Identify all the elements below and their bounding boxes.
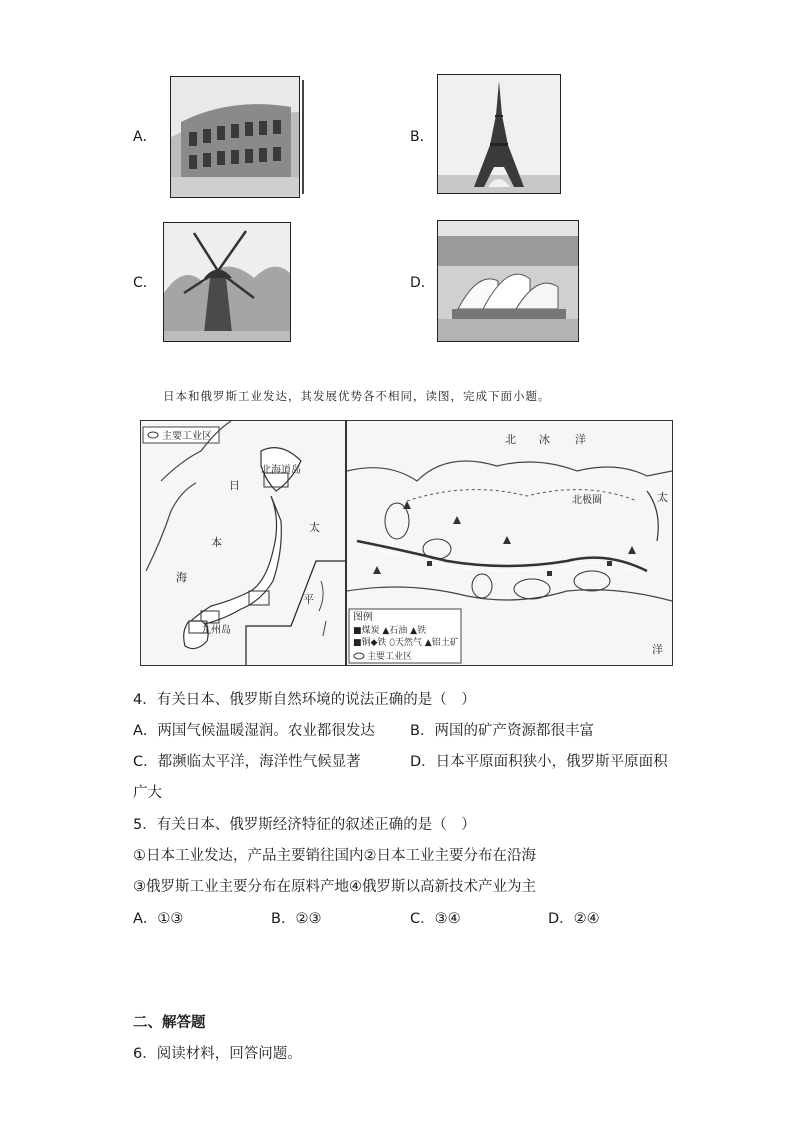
q6-stem: 6．阅读材料，回答问题。	[133, 1046, 302, 1062]
arctic-circle-label: 北极圈	[572, 495, 602, 506]
japan-legend: 主要工业区	[162, 431, 212, 442]
legend-row-3: 主要工业区	[367, 652, 413, 662]
option-b-label: B．	[410, 129, 434, 145]
legend-title: 图例	[353, 612, 373, 623]
option-a-label: A．	[133, 129, 157, 145]
option-c-label: C．	[133, 275, 157, 291]
russia-map	[346, 420, 673, 666]
q4-option-d: D．日本平原面积狭小，俄罗斯平原面积	[410, 754, 668, 770]
arctic-char-1: 北	[505, 433, 516, 446]
hokkaido-label: 北海道岛	[261, 465, 301, 476]
q4-option-b: B．两国的矿产资源都很丰富	[410, 723, 594, 739]
pacific-right-yang: 洋	[652, 643, 663, 656]
q5-option-b: B．②③	[271, 911, 322, 927]
arctic-char-2: 冰	[539, 433, 550, 446]
arctic-char-3: 洋	[575, 433, 586, 446]
kyushu-label: 九州岛	[201, 625, 231, 636]
q4-stem: 4．有关日本、俄罗斯自然环境的说法正确的是（ ）	[133, 692, 476, 708]
intro-text: 日本和俄罗斯工业发达，其发展优势各不相同，读图，完成下面小题。	[163, 389, 551, 403]
colosseum-photo	[170, 76, 300, 198]
q5-statement-line2: ③俄罗斯工业主要分布在原料产地④俄罗斯以高新技术产业为主	[133, 879, 536, 895]
q5-option-d: D．②④	[548, 911, 600, 927]
opera-house-photo	[437, 220, 579, 342]
q4-option-a: A．两国气候温暖湿润。农业都很发达	[133, 723, 375, 739]
q5-option-c: C．③④	[410, 911, 461, 927]
legend-row-1: ■煤炭 ▲石油 ▲铁	[353, 626, 427, 636]
q4-option-d-cont: 广大	[133, 785, 162, 801]
japan-char-ri: 日	[229, 479, 240, 492]
q5-stem: 5．有关日本、俄罗斯经济特征的叙述正确的是（ ）	[133, 817, 476, 833]
pacific-char-tai: 太	[309, 521, 320, 534]
q5-option-a: A．①③	[133, 911, 184, 927]
section-heading: 二、解答题	[133, 1015, 206, 1031]
windmill-photo	[163, 222, 291, 342]
legend-row-2: ■铜◆铁 ⬯天然气 ▲铝土矿	[353, 638, 459, 648]
japan-char-hai: 海	[176, 571, 187, 584]
photo-a-edge	[302, 80, 304, 194]
option-d-label: D．	[410, 275, 435, 291]
pacific-char-ping: 平	[303, 593, 314, 606]
japan-map	[140, 420, 346, 666]
q4-option-c: C．都濒临太平洋，海洋性气候显著	[133, 754, 361, 770]
japan-char-ben: 本	[211, 536, 222, 549]
q5-statement-line1: ①日本工业发达，产品主要销往国内②日本工业主要分布在沿海	[133, 848, 536, 864]
eiffel-tower-photo	[437, 74, 561, 194]
pacific-right-tai: 太	[657, 491, 668, 504]
